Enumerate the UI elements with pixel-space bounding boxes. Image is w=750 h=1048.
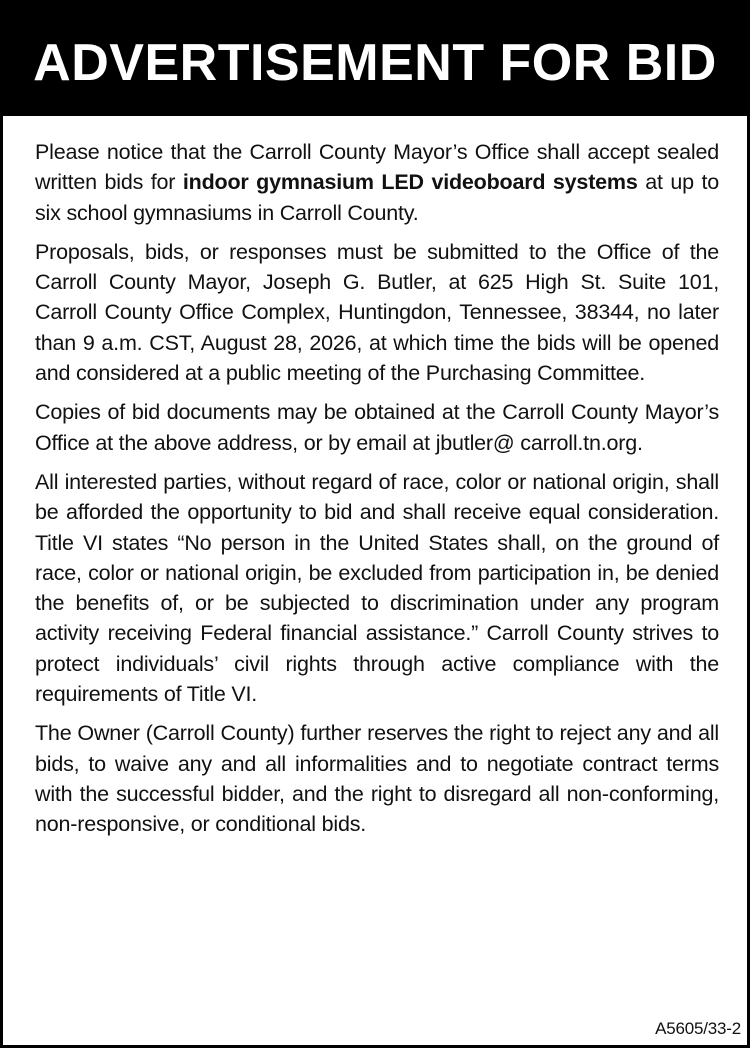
- page-title: ADVERTISEMENT FOR BID: [33, 33, 717, 92]
- paragraph-bid-notice-text: Please notice that the Carroll County Mayor’s Office shall accept sealed written bids for: [35, 140, 719, 195]
- title-banner: [3, 3, 747, 116]
- ad-body: [35, 137, 719, 849]
- paragraph-title-vi: All interested parties, without regard of race, color or national origin, shall be afforded the opportunity to bid and shall receive equal consideration. Title VI states “No person in the United States shall, on the ground of race, color or national origin, be excluded from participation in, be denied the benefits of, or be subjected to discrimination under any program activity receiving Federal financial assistance.” Carroll County strives to protect individuals’ civil rights through active compliance with the requirements of Title VI.: [35, 469, 719, 707]
- bid-item-emphasis: indoor gymnasium LED videoboard systems: [182, 170, 638, 195]
- paragraph-bid-notice-tail: at up to six school gymnasiums in Carroll County.: [35, 170, 719, 225]
- paragraph-submission: Proposals, bids, or responses must be submitted to the Office of the Carroll County Mayor, Joseph G. Butler, at 625 High St. Suite 101, Carroll County Office Complex, Huntingdon, Tennessee, 38344, no later than 9 a.m. CST, August 28, 2026, at which time the bids will be opened and considered at a public meeting of the Purchasing Committee.: [35, 239, 719, 386]
- paragraph-documents: Copies of bid documents may be obtained at the Carroll County Mayor’s Office at the above address, or by email at jbutler@ carroll.tn.org.: [35, 400, 719, 455]
- ad-reference-code: A5605/33-2: [655, 1019, 741, 1038]
- paragraph-reservation: The Owner (Carroll County) further reserves the right to reject any and all bids, to waive any and all informalities and to negotiate contract terms with the successful bidder, and the right to disregard all non-conforming, non-responsive, or conditional bids.: [35, 721, 719, 837]
- paragraph-bid-notice: [35, 137, 719, 228]
